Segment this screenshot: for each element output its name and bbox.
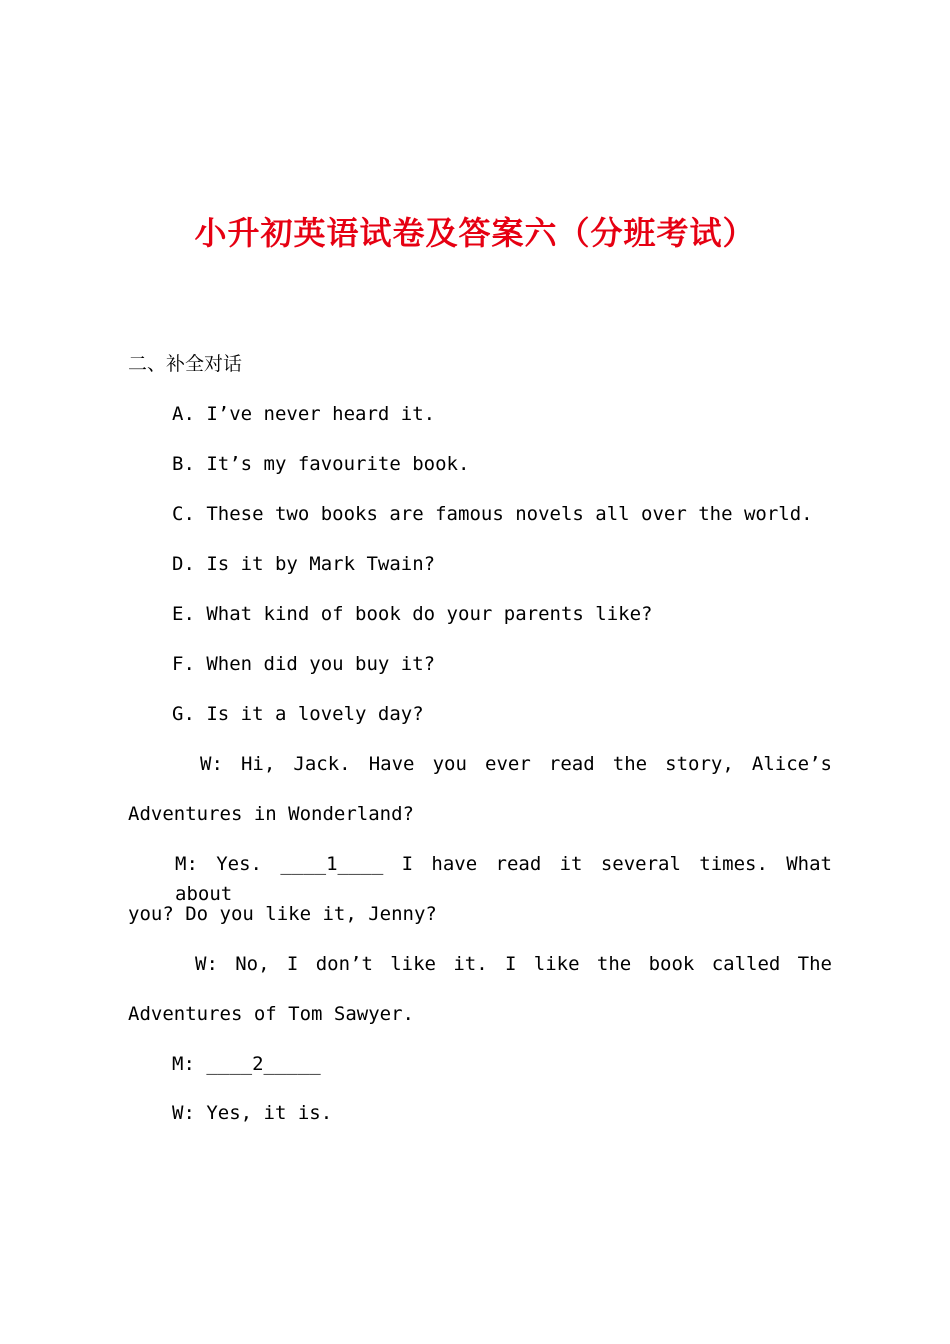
option-text: What kind of book do your parents like? xyxy=(206,603,653,625)
dialogue-line-4: M: ____2_____ xyxy=(172,1053,321,1075)
option-text: These two books are famous novels all over the world. xyxy=(206,503,813,525)
dialogue-line-5: W: Yes, it is. xyxy=(172,1102,333,1124)
option-b xyxy=(172,449,469,479)
option-letter: F. xyxy=(172,653,195,675)
option-g xyxy=(172,699,424,729)
option-text: When did you buy it? xyxy=(206,653,436,675)
option-letter: A. xyxy=(172,403,195,425)
option-text: It’s my favourite book. xyxy=(206,453,470,475)
option-letter: E. xyxy=(172,603,195,625)
dialogue-line-3b: Adventures of Tom Sawyer. xyxy=(128,1003,414,1025)
option-letter: B. xyxy=(172,453,195,475)
option-c xyxy=(172,499,813,529)
section-heading: 二、补全对话 xyxy=(128,353,243,375)
option-text: Is it a lovely day? xyxy=(206,703,424,725)
option-e xyxy=(172,599,652,629)
page-title: 小升初英语试卷及答案六（分班考试） xyxy=(194,214,756,252)
option-f xyxy=(172,649,435,679)
dialogue-line-3a: W: No, I don’t like it. I like the book called The xyxy=(195,953,832,975)
dialogue-line-1b: Adventures in Wonderland? xyxy=(128,803,414,825)
option-letter: D. xyxy=(172,553,195,575)
dialogue-line-2b: you? Do you like it, Jenny? xyxy=(128,903,437,925)
dialogue-line-1a: W: Hi, Jack. Have you ever read the story, Alice’s xyxy=(200,753,832,775)
option-text: Is it by Mark Twain? xyxy=(206,553,436,575)
dialogue-line-2a: M: Yes. ____1____ I have read it several times. What about xyxy=(175,853,832,905)
option-a xyxy=(172,399,435,429)
option-text: I’ve never heard it. xyxy=(206,403,436,425)
option-letter: C. xyxy=(172,503,195,525)
option-letter: G. xyxy=(172,703,195,725)
option-d xyxy=(172,549,435,579)
